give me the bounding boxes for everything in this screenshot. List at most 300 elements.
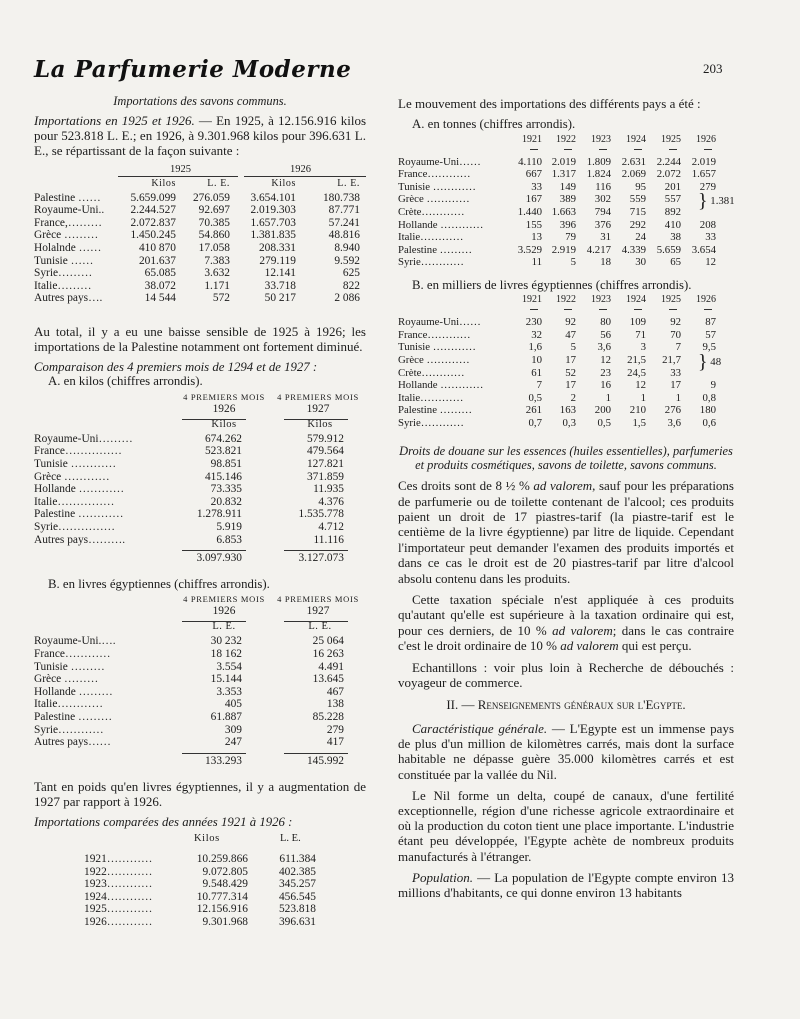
table-cell: 21,7 [662,353,681,366]
year-underline [704,149,712,150]
table-cell: 70 [670,328,681,341]
table-cell: 12 [635,379,646,392]
table-cell: 33.718 [264,279,296,292]
table-cell: 3,6 [597,341,611,354]
unit-header: L. E. [212,621,236,633]
country-label: Crète………… [398,205,465,218]
table-row [34,217,366,230]
table-cell: 396 [559,218,576,231]
header-rule [118,176,238,177]
table-imports-1925-1926 [34,164,366,318]
column-header: Kilos [194,832,220,844]
table-cell: 279.119 [259,254,296,267]
table-cell: 2.072.837 [130,216,176,229]
table-cell: 9.072.805 [202,865,248,878]
droits-text-2: , sauf pour les préparations de parfumerie ou de toilette contenant de l'alcool; ces produits paient un droit de 17 piastres-tarif (la piastre-tarif est le centième de la livre égyptienne) par litre de liquide. Cependant l'importateur peut demander l'examen des produits importés et dans ce cas le droit est de 20 piastres-tarif par litre d'alcool absolu contenu dans les produits. [398,478,734,586]
country-label: France………… [34,647,111,660]
tax-text-3: qui est perçu. [618,638,692,654]
table-row [34,267,366,280]
year-header: 1922 [556,133,576,145]
table-cell: 2.244.527 [130,204,176,217]
table-cell: 0,8 [702,391,716,404]
country-label: Palestine ………… [34,508,124,521]
table-row [398,256,734,269]
year-header: 1924 [626,133,646,145]
table-cell: 70.385 [198,216,230,229]
table-cell: 4.110 [518,155,542,168]
table-row [34,521,366,534]
table-cell: 389 [559,193,576,206]
augmentation-paragraph: Tant en poids qu'en livres égyptiennes, il y a augmentation de 1927 par rapport à 1926. [34,779,366,810]
subheading-milliers: B. en milliers de livres égyptiennes (chiffres arrondis). [412,277,692,292]
table-cell: 1 [675,391,681,404]
table-cell: 9.592 [334,254,360,267]
table-cell: 2.919 [551,243,576,256]
table-cell: 92.697 [198,204,230,217]
table-row [398,341,734,354]
table-cell: 410 870 [138,241,176,254]
total-cell: 3.127.073 [298,552,344,565]
total-paragraph: Au total, il y a eu une baisse sensible de 1925 à 1926; les importations de la Palestine notamment ont fortement diminué. [34,323,366,354]
table-cell: 4.712 [318,520,344,533]
table-total-row [34,755,366,771]
country-label: Grèce ………… [398,193,470,206]
table-cell: 208.331 [258,241,296,254]
total-rule [284,753,348,754]
table-cell: 12.156.916 [196,903,248,916]
table-cell: 30 232 [210,635,242,648]
table-cell: 479.564 [306,445,344,458]
unit-header: Kilos [211,418,237,430]
table-cell: 109 [629,316,646,329]
total-rule [182,753,246,754]
total-cell: 133.293 [204,754,242,767]
section-heading-savons: Importations des savons communs. [113,94,287,108]
comparison2-title: Importations comparées des années 1921 à 1926 : [34,815,293,830]
table-cell: 56 [600,328,611,341]
table-total-row [34,552,366,568]
comparison-title: Comparaison des 4 premiers mois de 1294 et de 1927 : [34,359,318,374]
table-cell: 4.339 [621,243,646,256]
table-cell: 10 [531,353,542,366]
country-label: Hollande ………… [398,379,484,392]
tax-text-1: Cette taxation spéciale n'est appliquée à ces produits qu'autant qu'elle est supérieure à la taxation ordinaire qui est, pour ces derniers, de 10 % [398,592,734,638]
table-cell: 138 [326,698,344,711]
table-cell: 1.535.778 [298,508,344,521]
table-cell: 8.940 [334,241,360,254]
table-cell: 302 [594,193,611,206]
caracteristique-label: Caractéristique générale. [412,721,548,737]
table-unit-row [34,419,366,433]
table-cell: 1.278.911 [196,508,242,521]
table-row [34,483,366,496]
table-cell: 30 [635,256,646,269]
table-cell: 12 [600,353,611,366]
table-cell: 92 [670,316,681,329]
table-cell: 13 [531,231,542,244]
table-cell: 7.383 [204,254,230,267]
table-column-header [34,833,366,853]
table-cell: 2.019.303 [250,204,296,217]
column-header: 4 PREMIERS MOIS [277,391,359,402]
table-cell: 1.440 [517,205,542,218]
table-cell: 402.385 [278,865,316,878]
table-cell: 523.818 [278,903,316,916]
table-row [398,392,734,405]
year-header: 1925 [170,163,191,175]
table-cell: 2.019 [691,155,716,168]
table-cell: 23 [600,366,611,379]
table-cell: 85.228 [312,710,344,723]
total-cell: 3.097.930 [196,552,242,565]
table-cell: 65 [670,256,681,269]
table-row [34,916,366,929]
table-cell: 24 [635,231,646,244]
year-underline [669,149,677,150]
table-cell: 261 [525,404,542,417]
year-label: 1924………… [84,890,153,903]
left-column [34,94,366,943]
echantillons-paragraph: Echantillons : voir plus loin à Recherche de débouchés : voyageur de commerce. [398,659,734,691]
table-cell: 201.637 [138,254,176,267]
year-header: 1926 [290,163,311,175]
table-cell: 3,6 [667,416,681,429]
table-cell: 674.262 [204,432,242,445]
country-label: France………… [398,168,471,181]
header-rule [182,419,246,420]
column-header: 4 PREMIERS MOIS [277,594,359,605]
table-cell: 38 [670,231,681,244]
country-label: Italie…………… [34,495,115,508]
brace-glyph: } [698,351,708,374]
year-header: 1927 [306,402,330,415]
country-label: Royaume-Uni…… [398,316,481,329]
table-row [34,891,366,904]
movement-paragraph: Le mouvement des importations des différents pays a été : [398,96,701,111]
table-cell: 0,7 [528,416,542,429]
table-row [398,329,734,342]
header-rule [284,419,348,420]
table-cell: 16 [600,379,611,392]
right-column [398,94,734,906]
table-cell: 116 [595,180,611,193]
table-cell: 79 [565,231,576,244]
table-cell: 1.450.245 [130,229,176,242]
table-year-row [34,605,366,621]
column-header: L. E. [337,177,360,189]
table-cell: 292 [629,218,646,231]
table-row [34,204,366,217]
country-label: Tunisie ………… [34,457,117,470]
table-cell: 9,5 [702,341,716,354]
table-cell: 5.659 [656,243,681,256]
table-cell: 279 [326,723,344,736]
table-row [34,878,366,891]
year-underline [530,149,538,150]
intro-label: Importations en 1925 et 1926. [34,112,195,128]
year-header: 1924 [626,294,646,306]
table-row [398,156,734,169]
country-label: Autres pays…. [34,292,103,305]
table-row [34,866,366,879]
table-cell: 12 [705,256,716,269]
country-label: France…………… [34,445,122,458]
table-cell: 11 [531,256,542,269]
table-row [398,219,734,232]
population-label: Population. [412,869,474,885]
table-cell: 17 [565,379,576,392]
table-cell: 794 [594,205,611,218]
table-cell: 13.645 [312,673,344,686]
population-paragraph [398,870,734,900]
table-cell: 611.384 [279,852,316,865]
year-header: 1926 [212,402,236,415]
country-label: Italie……… [34,279,92,292]
table-cell: 572 [212,292,230,305]
table-cell: 167 [525,193,542,206]
table-cell: 3.353 [216,685,242,698]
table-cell: 11.116 [313,533,344,546]
column-header: 4 PREMIERS MOIS [183,391,265,402]
table-cell: 1,5 [632,416,646,429]
table-header-row [34,593,366,605]
country-label: Syrie…………… [34,520,115,533]
droits-ad-valorem: ad valorem [533,478,593,494]
tax-ad-valorem-2: ad valorem [560,638,619,654]
table-cell: 7 [675,341,681,354]
country-label: Grèce ………… [34,470,110,483]
column-header: Kilos [271,177,296,189]
table-cell: 12.141 [264,267,296,280]
table-row [34,433,366,446]
country-label: Royaume-Uni…… [398,155,481,168]
table-cell: 18 [600,256,611,269]
table-row [34,508,366,521]
year-underline [599,149,607,150]
table-cell: 2 [570,391,576,404]
table-cell: 17.058 [198,241,230,254]
country-label: Palestine ……… [34,710,113,723]
table-row [34,853,366,866]
year-header: 1926 [696,294,716,306]
country-label: Italie………… [398,231,464,244]
table-cell: 1.381.835 [250,229,296,242]
table-cell: 149 [559,180,576,193]
intro-text: — En 1925, à 12.156.916 kilos pour 523.818 L. E.; en 1926, à 9.301.968 kilos pour 396.631 L. E., se répartissant de la façon suivante : [34,112,366,158]
year-header: 1923 [591,294,611,306]
table-cell: 892 [664,205,681,218]
page-number: 203 [703,61,723,76]
table-cell: 2.019 [551,155,576,168]
table-cell: 71 [635,328,646,341]
table-cell: 1.657.703 [250,216,296,229]
table-cell: 17 [565,353,576,366]
table-row [34,736,366,749]
year-label: 1925………… [84,903,153,916]
table-four-months-kilos [34,391,366,571]
table-row [34,648,366,661]
table-tonnes [398,134,734,272]
table-cell: 65.085 [144,267,176,280]
table-cell: 3 [640,341,646,354]
nil-paragraph: Le Nil forme un delta, coupé de canaux, d'une fertilité exceptionnelle, région d'une richesse agricole extraordinaire et où la production du coton tient une place importante. L'industrie étant peu développée, l'Egypte achète de nombreux produits manufacturés à l'étranger. [398,787,734,864]
table-cell: 0,5 [528,391,542,404]
country-label: Royaume-Uni.…. [34,635,116,648]
table-cell: 52 [565,366,576,379]
table-row [398,168,734,181]
table-cell: 5 [570,341,576,354]
table-row [398,417,734,430]
table-cell: 230 [525,316,542,329]
table-year-header [398,134,734,156]
table-cell: 25 064 [312,635,344,648]
table-row [398,231,734,244]
table-cell: 456.545 [278,890,316,903]
table-row [34,292,366,305]
table-cell: 557 [664,193,681,206]
table-cell: 467 [326,685,344,698]
country-label: Italie………… [34,698,103,711]
intro-paragraph [34,113,366,158]
table-cell: 715 [629,205,646,218]
country-label: Autres pays………. [34,533,126,546]
table-cell: 0,3 [562,416,576,429]
table-cell: 376 [594,218,611,231]
table-cell: 200 [594,404,611,417]
table-cell: 1.824 [586,168,611,181]
table-cell: 1.317 [551,168,576,181]
table-row [34,229,366,242]
header-rule [182,621,246,622]
table-cell: 33 [705,231,716,244]
table-cell: 16 263 [312,647,344,660]
subheading-livres: B. en livres égyptiennes (chiffres arrondis). [48,576,270,591]
table-cell: 17 [670,379,681,392]
caracteristique-paragraph [398,721,734,782]
country-label: Palestine …… [34,191,101,204]
table-cell: 279 [699,180,716,193]
table-cell: 1 [605,391,611,404]
table-cell: 180 [699,404,716,417]
table-cell: 48.816 [328,229,360,242]
table-cell: 92 [565,316,576,329]
caracteristique-text: — L'Egypte est un immense pays de plus d'un million de kilomètres carrés, mais dont la surface habitable ne dépasse guère 35.000 kilomètres carrés et est constituée par la vallée du Nil. [398,721,735,782]
table-cell: 410 [664,218,681,231]
table-cell: 9.548.429 [202,878,248,891]
table-cell: 47 [565,328,576,341]
country-label: Hollande ………… [398,218,484,231]
table-cell: 14 544 [144,292,176,305]
table-cell: 9 [710,379,716,392]
table-cell: 15.144 [210,673,242,686]
table-row [398,181,734,194]
header-rule [244,176,366,177]
table-cell: 98.851 [210,457,242,470]
year-header: 1927 [306,605,330,618]
tax-text-2: ; dans le cas contraire c'est le droit ordinaire de 10 % [398,622,735,654]
table-row [34,673,366,686]
combined-brace-value [698,351,722,374]
droits-paragraph [398,478,734,586]
total-rule [182,550,246,551]
brace-value: 1.381 [707,195,735,208]
country-label: Syrie………… [398,256,464,269]
brace-value: 48 [707,355,722,368]
year-underline [530,309,538,310]
year-underline [564,309,572,310]
country-label: Royaume-Uni……… [34,432,133,445]
country-label: Grèce ………… [398,353,470,366]
table-cell: 1.809 [586,155,611,168]
table-cell: 61.887 [210,710,242,723]
table-1921-1926 [34,833,366,937]
header-rule [284,621,348,622]
table-cell: 11.935 [313,483,344,496]
table-milliers-livres [398,294,734,436]
table-row [398,193,734,206]
column-header: L. E. [280,832,301,844]
table-cell: 61 [531,366,542,379]
table-row [398,244,734,257]
year-underline [704,309,712,310]
table-cell: 5 [570,256,576,269]
table-cell: 163 [559,404,576,417]
year-underline [669,309,677,310]
table-cell: 20.832 [210,495,242,508]
table-cell: 2.631 [621,155,646,168]
table-row [398,316,734,329]
country-label: Palestine ……… [398,243,473,256]
table-cell: 31 [600,231,611,244]
table-cell: 21,5 [627,353,646,366]
column-header: L. E. [207,177,230,189]
table-cell: 18 162 [210,647,242,660]
unit-header: L. E. [308,621,332,633]
table-cell: 822 [342,279,360,292]
table-cell: 57 [705,328,716,341]
unit-header: Kilos [307,418,333,430]
table-cell: 10.777.314 [196,890,248,903]
table-cell: 32 [531,328,542,341]
table-cell: 3.654.101 [250,191,296,204]
table-row [34,903,366,916]
duties-caption: Droits de douane sur les essences (huiles essentielles), parfumeries et produits cosmétiques, savons de toilette, savons communs. [399,444,733,473]
table-cell: 4.217 [586,243,611,256]
table-cell: 1 [640,391,646,404]
table-cell: 87 [705,316,716,329]
table-cell: 247 [224,736,242,749]
year-underline [634,149,642,150]
table-row [34,635,366,648]
table-cell: 2 086 [334,292,360,305]
table-row [34,192,366,205]
table-cell: 24,5 [627,366,646,379]
table-cell: 208 [699,218,716,231]
year-label: 1923………… [84,878,153,891]
table-row [34,698,366,711]
total-cell: 145.992 [306,754,344,767]
table-cell: 1.657 [691,168,716,181]
table-cell: 371.859 [306,470,344,483]
table-cell: 415.146 [204,470,242,483]
year-underline [564,149,572,150]
table-cell: 3.529 [517,243,542,256]
table-cell: 2.072 [656,168,681,181]
country-label: Tunisie ……… [34,660,105,673]
table-year-header [398,294,734,316]
year-header: 1926 [212,605,236,618]
year-header: 1921 [522,294,542,306]
